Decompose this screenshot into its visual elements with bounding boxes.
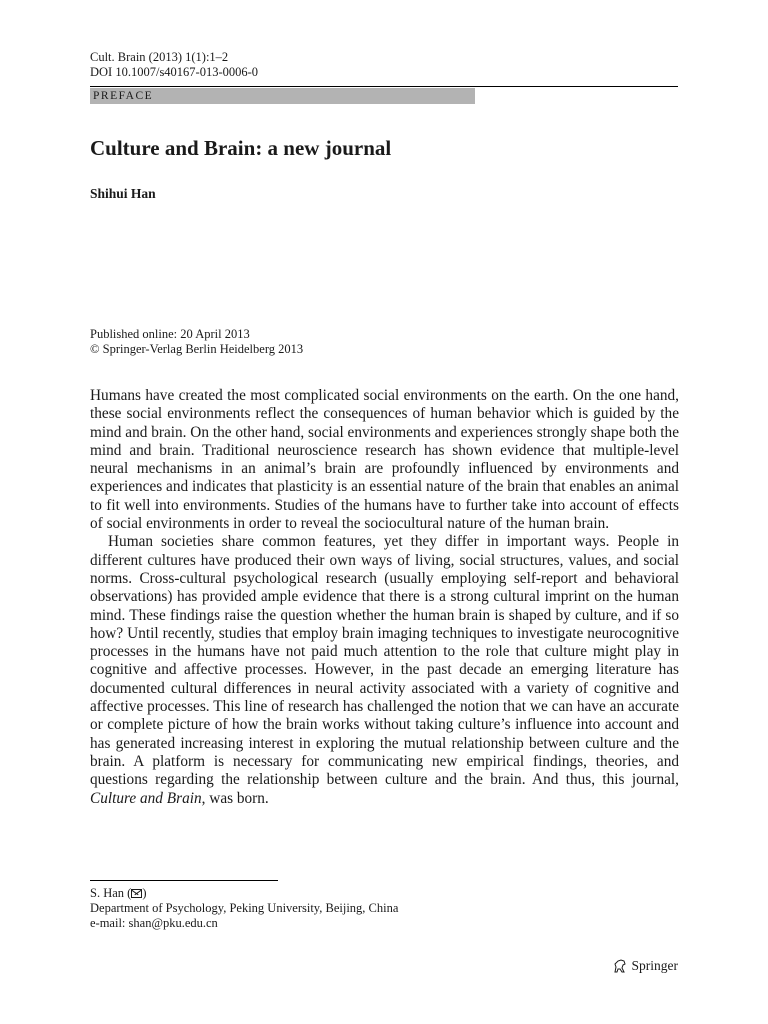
affiliation: Department of Psychology, Peking University, Beijing, China bbox=[90, 901, 399, 915]
published-date: Published online: 20 April 2013 bbox=[90, 327, 250, 341]
paragraph bbox=[90, 533, 679, 807]
springer-horse-icon bbox=[612, 958, 628, 974]
copyright: © Springer-Verlag Berlin Heidelberg 2013 bbox=[90, 342, 304, 356]
header-rule bbox=[90, 86, 678, 87]
author-name: Shihui Han bbox=[90, 186, 156, 201]
email[interactable]: e-mail: shan@pku.edu.cn bbox=[90, 916, 218, 930]
paragraph-text: Human societies share common features, yet they differ in important ways. People in different cultures have produced their own ways of living, social structures, values, and social norms. Cross-cultural psychological research (usually employing self-report and behavioral observations) has provided ample evidence that there is a strong cultural imprint on the human mind. These findings raise the question whether the human brain is shaped by culture, and if so how? Until recently, studies that employ brain imaging techniques to investigate neurocognitive processes in the humans have not paid much attention to the role that culture might play in cognitive and affective processes. However, in the past decade an emerging literature has documented cultural differences in neural activity associated with a variety of cognitive and affective processes. This line of research has challenged the notion that we can have an accurate or complete picture of how the brain works without taking culture’s influence into account and has generated increasing interest in exploring the mutual relationship between culture and the brain. A platform is necessary for communicating new empirical findings, theories, and questions regarding the relationship between culture and the brain. And thus, this journal, bbox=[90, 533, 679, 789]
publisher-logo bbox=[612, 958, 679, 974]
corresponding-author bbox=[90, 886, 398, 901]
publication-info bbox=[90, 327, 303, 357]
publisher-name: Springer bbox=[631, 958, 678, 973]
footnote bbox=[90, 886, 398, 931]
article-body bbox=[90, 387, 679, 808]
paragraph: Humans have created the most complicated social environments on the earth. On the one hand, these social environments reflect the consequences of human behavior which is guided by the mind and brain. On the other hand, social environments and experiences strongly shape both the mind and brain. Traditional neuroscience research has shown evidence that multiple-level neural mechanisms in an animal’s brain are profoundly influenced by environments and experiences and indicates that plasticity is an essential nature of the brain that enables an animal to fit well into environments. Studies of the humans have to further take into account of effects of social environments in order to reveal the sociocultural nature of the human brain. bbox=[90, 387, 679, 533]
envelope-icon bbox=[131, 889, 142, 898]
doi: DOI 10.1007/s40167-013-0006-0 bbox=[90, 65, 259, 79]
journal-name: Culture and Brain bbox=[90, 789, 202, 807]
author-label: S. Han ( bbox=[90, 886, 132, 900]
article-title: Culture and Brain: a new journal bbox=[90, 136, 392, 160]
article-meta bbox=[90, 50, 258, 80]
author-label-close: ) bbox=[142, 886, 147, 900]
paragraph-end: , was born. bbox=[201, 789, 269, 807]
section-label: PREFACE bbox=[90, 88, 475, 104]
footnote-rule bbox=[90, 880, 278, 881]
citation: Cult. Brain (2013) 1(1):1–2 bbox=[90, 50, 229, 64]
